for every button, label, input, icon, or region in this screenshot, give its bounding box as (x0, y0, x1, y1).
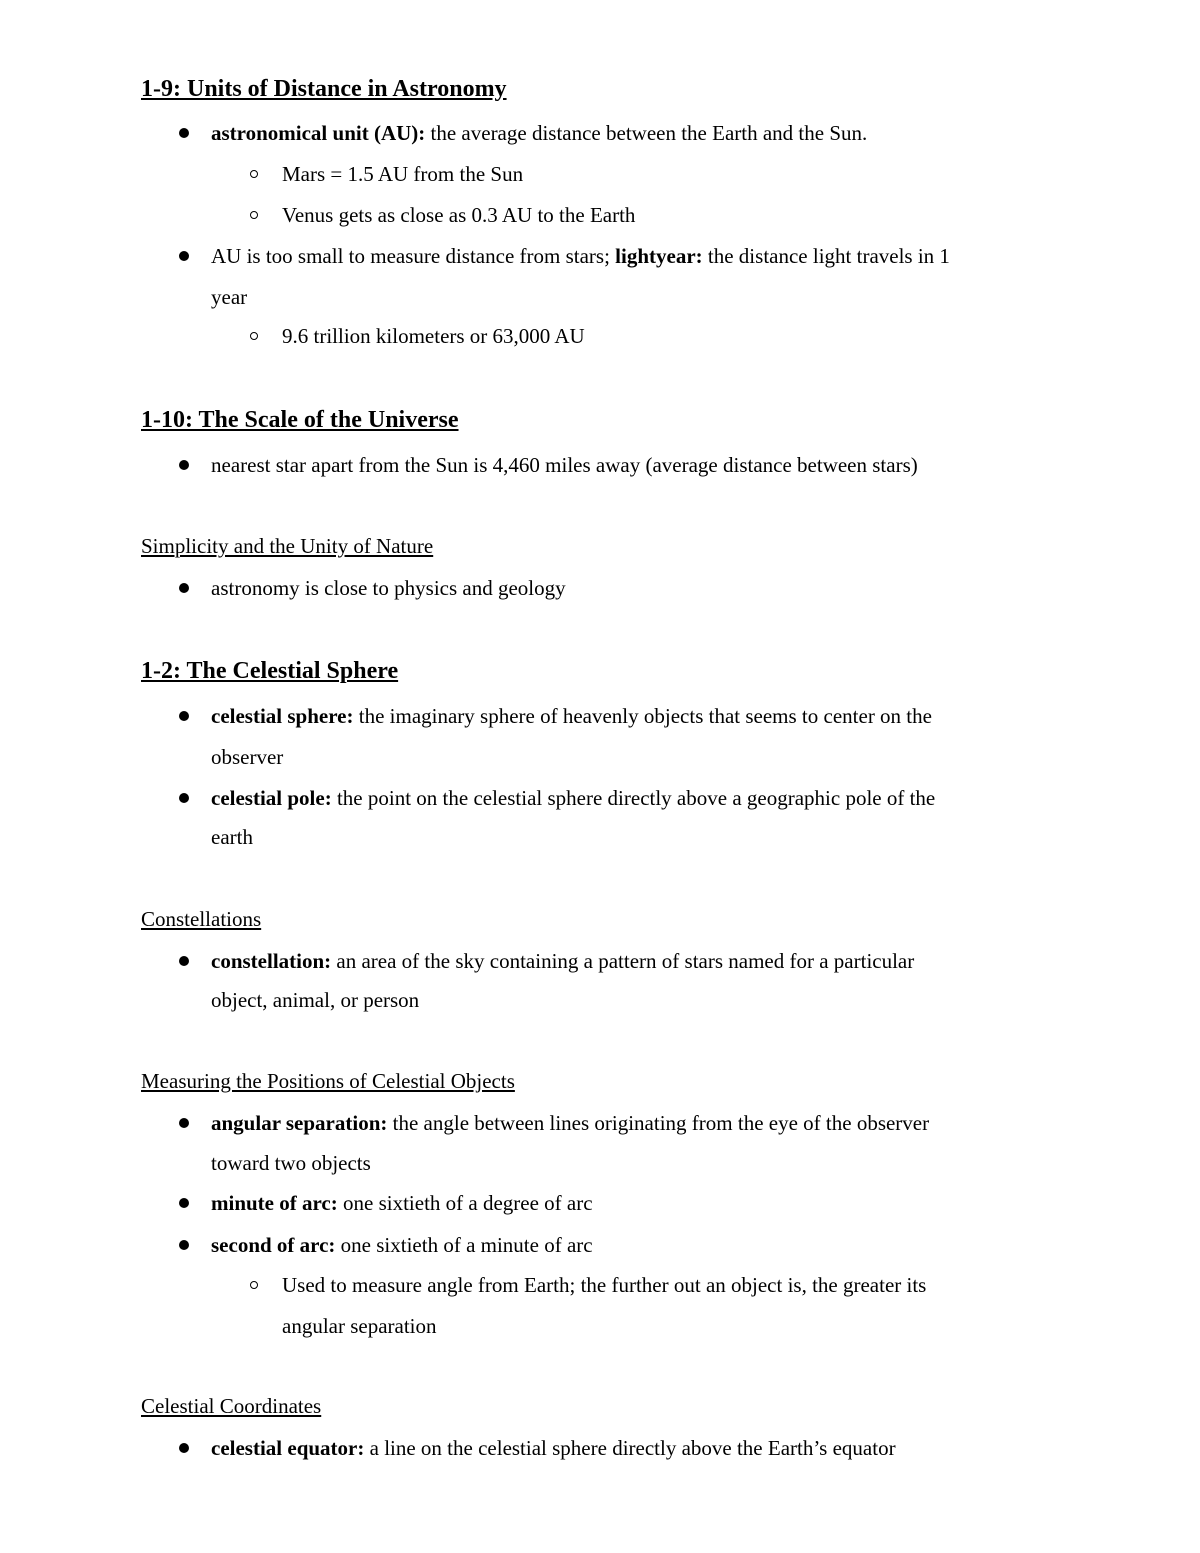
list-item-continuation: toward two objects (211, 1151, 371, 1175)
term-label: celestial sphere: (211, 704, 354, 728)
list-item (211, 243, 950, 269)
subheading-constellations: Constellations (141, 907, 262, 931)
term-label: celestial pole: (211, 786, 332, 810)
bullet-dot-icon (179, 128, 189, 138)
bullet-circle-icon (250, 1281, 258, 1289)
list-item-continuation: year (211, 285, 248, 309)
subheading-simplicity: Simplicity and the Unity of Nature (141, 534, 434, 558)
heading-celestial-sphere: 1-2: The Celestial Sphere (141, 658, 399, 684)
item-text: AU is too small to measure distance from stars; (211, 244, 616, 268)
sub-list-item: Used to measure angle from Earth; the further out an object is, the greater its (282, 1273, 927, 1297)
definition-text: the point on the celestial sphere directly above a geographic pole of the (331, 786, 936, 810)
term-label: lightyear: (615, 244, 703, 268)
bullet-circle-icon (250, 170, 258, 178)
bullet-dot-icon (179, 711, 189, 721)
bullet-dot-icon (179, 460, 189, 470)
definition-text: one sixtieth of a degree of arc (337, 1191, 593, 1215)
subheading-measuring-positions: Measuring the Positions of Celestial Objects (141, 1069, 515, 1093)
definition-text: the imaginary sphere of heavenly objects that seems to center on the (353, 704, 932, 728)
heading-scale-of-universe: 1-10: The Scale of the Universe (141, 407, 459, 433)
definition-text: the angle between lines originating from the eye of the observer (387, 1111, 930, 1135)
list-item-continuation: earth (211, 825, 253, 849)
term-label: celestial equator: (211, 1436, 365, 1460)
subheading-celestial-coordinates: Celestial Coordinates (141, 1394, 322, 1418)
definition-text: an area of the sky containing a pattern of stars named for a particular (331, 949, 915, 973)
definition-text: one sixtieth of a minute of arc (335, 1233, 593, 1257)
list-item (211, 1110, 929, 1136)
heading-units-of-distance: 1-9: Units of Distance in Astronomy (141, 76, 507, 102)
term-label: second of arc: (211, 1233, 336, 1257)
list-item (211, 785, 935, 811)
term-label: constellation: (211, 949, 332, 973)
sub-list-item: Venus gets as close as 0.3 AU to the Earth (282, 203, 636, 227)
definition-text: a line on the celestial sphere directly above the Earth’s equator (364, 1436, 896, 1460)
list-item (211, 948, 914, 974)
bullet-circle-icon (250, 211, 258, 219)
term-label: astronomical unit (AU): (211, 121, 426, 145)
bullet-dot-icon (179, 1240, 189, 1250)
bullet-dot-icon (179, 1443, 189, 1453)
bullet-dot-icon (179, 251, 189, 261)
list-item: astronomy is close to physics and geology (211, 576, 566, 600)
list-item-continuation: object, animal, or person (211, 988, 420, 1012)
bullet-dot-icon (179, 1118, 189, 1128)
list-item (211, 703, 932, 729)
bullet-dot-icon (179, 793, 189, 803)
sub-list-item: Mars = 1.5 AU from the Sun (282, 162, 524, 186)
term-label: angular separation: (211, 1111, 388, 1135)
list-item (211, 1435, 896, 1461)
list-item: nearest star apart from the Sun is 4,460 miles away (average distance between stars) (211, 453, 918, 477)
definition-text: the distance light travels in 1 (702, 244, 950, 268)
bullet-circle-icon (250, 332, 258, 340)
sub-list-item-continuation: angular separation (282, 1314, 437, 1338)
bullet-dot-icon (179, 583, 189, 593)
definition-text: the average distance between the Earth and the Sun. (425, 121, 868, 145)
sub-list-item: 9.6 trillion kilometers or 63,000 AU (282, 324, 585, 348)
bullet-dot-icon (179, 956, 189, 966)
list-item-continuation: observer (211, 745, 284, 769)
term-label: minute of arc: (211, 1191, 338, 1215)
list-item (211, 1190, 593, 1216)
list-item (211, 1232, 593, 1258)
list-item (211, 120, 867, 146)
bullet-dot-icon (179, 1198, 189, 1208)
